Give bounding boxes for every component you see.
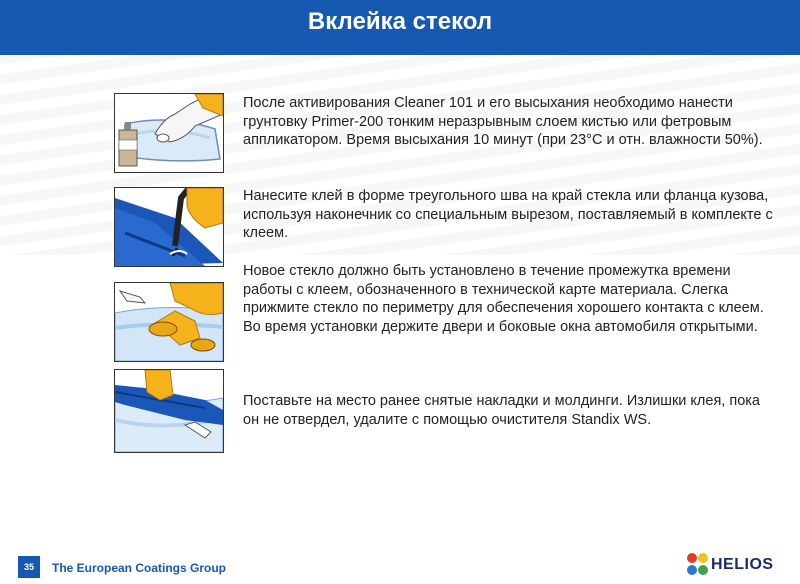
logo-wordmark: HELIOS bbox=[711, 556, 774, 573]
page-title: Вклейка стекол bbox=[307, 8, 493, 35]
glass-installation-illustration bbox=[114, 282, 224, 362]
step-2-text: Нанесите клей в форме треугольного шва на край стекла или фланца кузова, используя наконечник со специальным вырезом, поставляемый в комплекте с клеем. bbox=[243, 188, 773, 241]
step-1-text: После активирования Cleaner 101 и его высыхания необходимо нанести грунтовку Primer-200 тонким неразрывным слоем кистью или фетровым аппликатором. Время высыхания 10 минут (при 23°С и отн. влажности 50%). bbox=[243, 95, 763, 148]
step-4-text: Поставьте на место ранее снятые накладки и молдинги. Излишки клея, пока он не отвердел, удалите с помощью очистителя Standix WS. bbox=[243, 393, 760, 428]
step-3-text: Новое стекло должно быть установлено в течение промежутка времени работы с клеем, обозначенного в технической карте материала. Слегка прижмите стекло по периметру для обеспечения хорошего контакта с клеем. Во время установки держите двери и боковые окна автомобиля открытыми. bbox=[243, 263, 764, 335]
title-bar bbox=[0, 0, 800, 55]
company-name: The European Coatings Group bbox=[52, 561, 227, 575]
adhesive-bead-illustration bbox=[114, 187, 224, 267]
trim-molding-illustration bbox=[114, 369, 224, 453]
primer-application-illustration bbox=[114, 93, 224, 173]
page-number: 35 bbox=[18, 556, 40, 578]
